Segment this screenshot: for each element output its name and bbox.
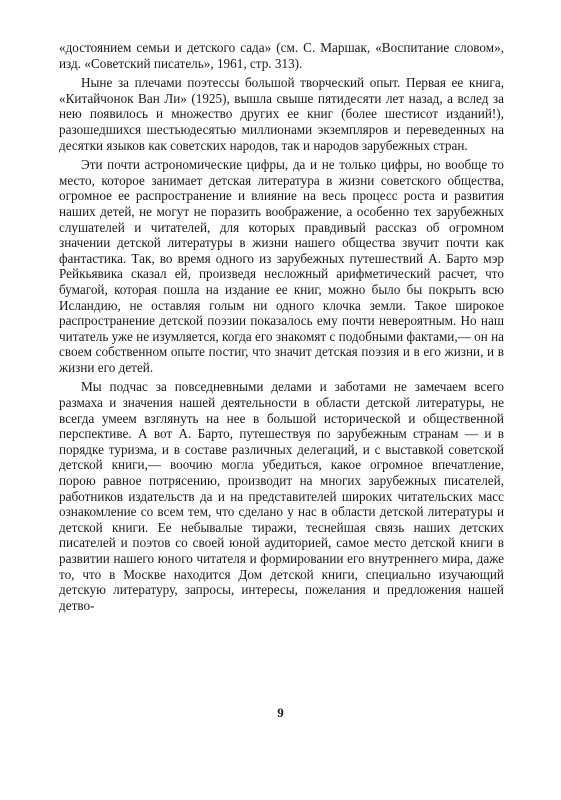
paragraph-creative-experience: Ныне за плечами поэтессы большой творческий опыт. Первая ее книга, «Китайчонок Ван Ли» (1925), вышла свыше пятидесяти лет назад, а вслед за нею появилось и множество других ее книг (более шестисот изданий!), разошедшихся шестьюдесятью миллионами экземпляров и переведенных на десятки языков как советских народов, так и народов зарубежных стран. — [59, 75, 504, 153]
paragraph-continuation: «достоянием семьи и детского сада» (см. С. Маршак, «Воспитание словом», изд. «Советский писатель», 1961, стр. 313). — [59, 40, 504, 71]
paragraph-astronomical-figures: Эти почти астрономические цифры, да и не только цифры, но вообще то место, которое занимает детская литература в жизни советского общества, огромное ее распространение и влияние на весь процесс роста и развития наших детей, не могут не поразить воображение, а особенно тех зарубежных слушателей и читателей, для которых правдивый рассказ об огромном значении детской литературы в жизни нашего общества звучит почти как фантастика. Так, во время одного из зарубежных путешествий А. Барто мэр Рейкьявика сказал ей, произведя несложный арифметический расчет, что бумагой, которая пошла на издание ее книг, можно было бы покрыть всю Исландию, не оставляя голым ни одного клочка земли. Такое широкое распространение детской поэзии показалось ему почти невероятным. Но наш читатель уже не изумляется, когда его знакомят с подобными фактами,— он на своем собственном опыте постиг, что значит детская поэзия и в его жизни, и в жизни его детей. — [59, 157, 504, 375]
paragraph-everyday-affairs: Мы подчас за повседневными делами и заботами не замечаем всего размаха и значения нашей деятельности в области детской литературы, не всегда умеем взглянуть на нее в большой исторической и общественной перспективе. А вот А. Барто, путешествуя по зарубежным странам — и в порядке туризма, и в составе различных делегаций, и с выставкой советской детской книги,— воочию могла убедиться, какое огромное впечатление, порою равное потрясению, производит на многих зарубежных писателей, работников издательств да и на представителей широких читательских масс ознакомление со всем тем, что сделано у нас в области детской литературы и детской книги. Ее небывалые тиражи, теснейшая связь наших детских писателей и поэтов со своей юной аудиторией, самое место детской книги в развитии нашего юного читателя и формировании его внутреннего мира, даже то, что в Москве находится Дом детской книги, специально изучающий детскую литературу, запросы, интересы, пожелания и предложения нашей детво- — [59, 379, 504, 613]
page-text-column — [59, 40, 504, 613]
page-number: 9 — [277, 705, 284, 720]
